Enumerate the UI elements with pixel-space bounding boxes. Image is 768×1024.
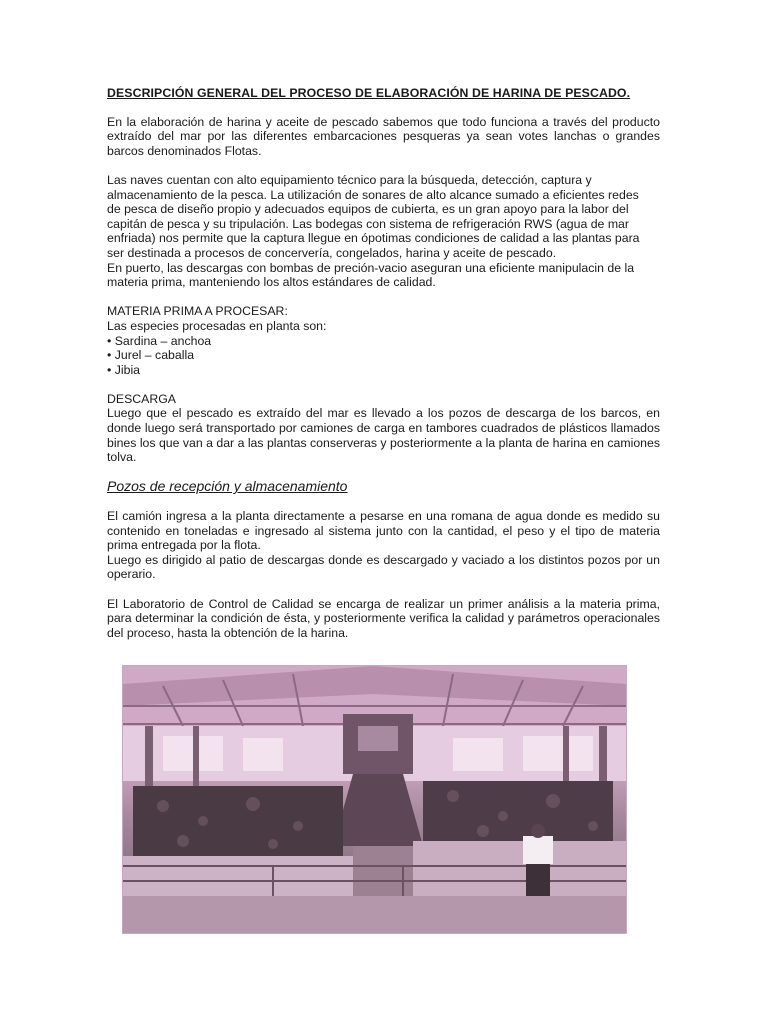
species-list [107,334,660,378]
document-body [107,86,660,655]
pozos-paragraph-1: El camión ingresa a la planta directamente a pesarse en una romana de agua donde es medido su contenido en toneladas e ingresado al sistema junto con la cantidad, el peso y el tipo de materia prima entregada por la flota. [107,509,660,553]
pozos-paragraph-2: Luego es dirigido al patio de descargas donde es descargado y vaciado a los distintos pozos por un operario. [107,552,660,582]
naves-line: materia prima, manteniendo los altos estándares de calidad. [107,275,436,290]
pozos-paragraph-3: El Laboratorio de Control de Calidad se encarga de realizar un primer análisis a la materia prima, para determinar la condición de ésta, y posteriormente verifica la calidad y parámetros operacionales del proceso, hasta la obtención de la harina. [107,596,660,640]
materia-subheading: Las especies procesadas en planta son: [107,318,327,333]
naves-line: ser destinada a procesos de concervería, congelados, harina y aceite de pescado. [107,245,557,260]
naves-line: En puerto, las descargas con bombas de preción-vacio aseguran una eficiente manipulacin de la [107,260,635,275]
intro-paragraph: En la elaboración de harina y aceite de pescado sabemos que todo funciona a través del producto extraído del mar por las diferentes embarcaciones pesqueras ya sean votes lanchas o grandes barcos denominados Flotas. [107,114,660,158]
naves-line: de pesca de diseño propio y adecuados equipos de cubierta, es un gran apoyo para la labor del [107,202,629,217]
pozos-heading: Pozos de recepción y almacenamiento [107,478,348,495]
materia-section [107,304,660,333]
naves-line: Las naves cuentan con alto equipamiento técnico para la búsqueda, detección, captura y [107,172,592,187]
materia-heading: MATERIA PRIMA A PROCESAR: [107,304,288,319]
descarga-paragraph: Luego que el pescado es extraído del mar es llevado a los pozos de descarga de los barcos, en donde luego será transportado por camiones de carga en tambores cuadrados de plásticos llamados bines los que van a dar a las plantas conserveras y posteriormente a la planta de harina en camiones tolva. [107,406,661,465]
naves-paragraph [107,173,660,290]
list-item: • Sardina – anchoa [107,334,660,349]
naves-line: enfriada) nos permite que la captura llegue en ópotimas condiciones de calidad a las plantas para [107,231,640,246]
page-title: DESCRIPCIÓN GENERAL DEL PROCESO DE ELABORACIÓN DE HARINA DE PESCADO. [107,86,631,100]
list-item: • Jurel – caballa [107,348,660,363]
photo-plant-reception-pits-icon [123,666,626,933]
naves-line: capitán de pesca y su tripulación. Las bodegas con sistema de refrigeración RWS (agua de mar [107,216,629,231]
naves-line: almacenamiento de la pesca. La utilización de sonares de alto alcance sumado a eficientes redes [107,187,639,202]
descarga-heading: DESCARGA [107,391,177,406]
plant-photo [122,665,627,934]
list-item: • Jibia [107,363,660,378]
